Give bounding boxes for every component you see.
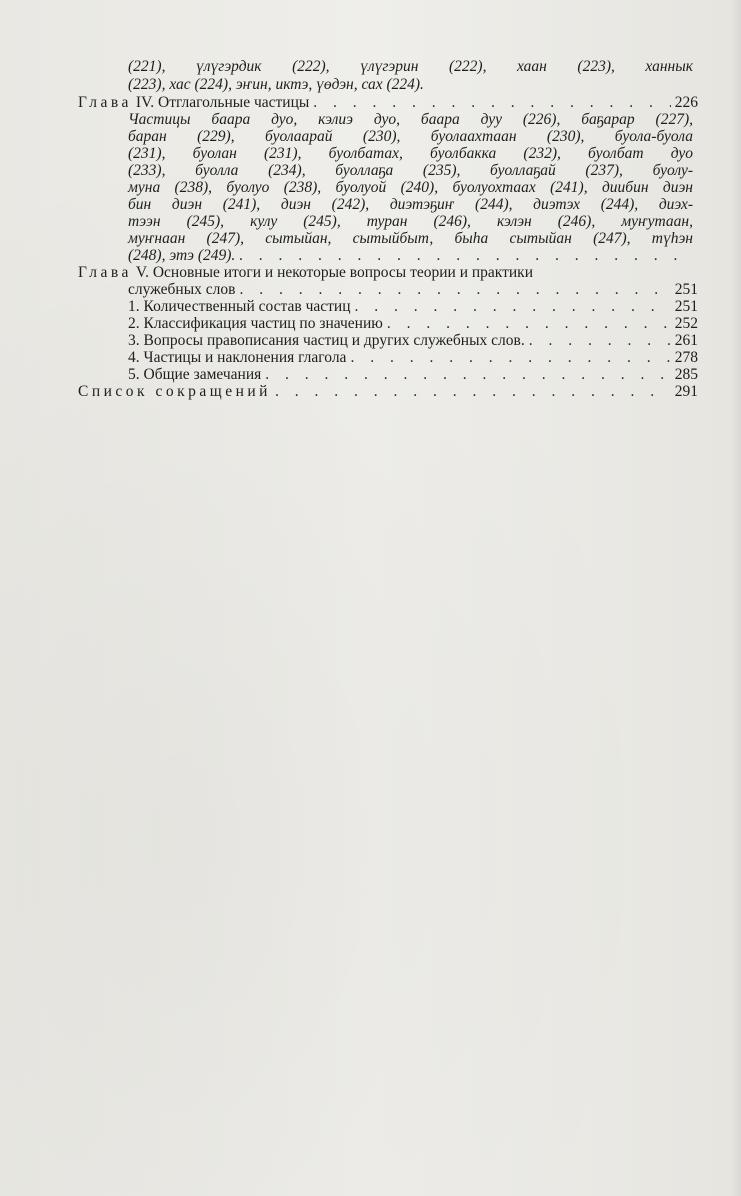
- toc-ch4-line-7: тээн (245), кулу (245), туран (246), кэлэн (246), муҥутаан,: [128, 213, 693, 230]
- page-number: 285: [674, 366, 698, 383]
- toc-section-2[interactable]: 2. Классификация частиц по значению . . . 252: [128, 315, 698, 332]
- toc-ch4-line-8: муҥнаан (247), сытыйан, сытыйбыт, быһа сытыйан (247), түһэн: [128, 230, 693, 247]
- toc-section-5[interactable]: 5. Общие замечания . . . 285: [128, 366, 698, 383]
- toc-ch4-line-5: муна (238), буолуо (238), буолуой (240), буолуохтаах (241), диибин диэн: [128, 179, 693, 196]
- leader-dots: [239, 247, 694, 264]
- page-number: 226: [674, 94, 698, 111]
- toc-entry-abbreviations[interactable]: [78, 383, 698, 400]
- page-number: 251: [674, 298, 698, 315]
- page-number: 252: [674, 315, 698, 332]
- leader-dots: [239, 281, 670, 298]
- toc-entry-chapter-5[interactable]: [78, 264, 698, 281]
- leader-dots: [529, 332, 671, 349]
- leader-dots: [313, 94, 670, 111]
- toc-ch4-line-1: Частицы баара дуо, кэлиэ дуо, баара дуу (226), баҕарар (227),: [128, 111, 693, 128]
- chapter-title: V. Основные итоги и некоторые вопросы теории и практики: [135, 264, 534, 281]
- leader-dots: [355, 298, 671, 315]
- page-number: 291: [674, 383, 698, 400]
- abbrev-title: Список сокращений: [78, 383, 271, 400]
- toc-section-3[interactable]: 3. Вопросы правописания частиц и других служебных слов. . . . 261: [128, 332, 698, 349]
- page-number: 251: [674, 281, 698, 298]
- page-number: 278: [674, 349, 698, 366]
- toc-ch4-line-9: (248), этэ (249). . . .: [128, 247, 698, 264]
- leader-dots: [265, 366, 670, 383]
- toc-prev-line-1: (221), үлүгэрдик (222), үлүгэрин (222), хаан (223), ханнык: [128, 58, 693, 75]
- page-edge-shadow: [731, 0, 741, 1196]
- leader-dots: [387, 315, 671, 332]
- toc-ch4-line-4: (233), буолла (234), буоллаҕа (235), буоллаҕай (237), буолу-: [128, 162, 693, 179]
- toc-prev-line-2: (223), хас (224), эҥин, иктэ, үөдэн, сах (224).: [128, 76, 424, 93]
- toc-entry-chapter-5-cont[interactable]: [128, 281, 698, 298]
- toc-entry-chapter-4[interactable]: [78, 94, 698, 111]
- toc-ch4-line-2: баран (229), буолаарай (230), буолаахтаан (230), буола-буола: [128, 128, 693, 145]
- toc-ch4-line-3: (231), буолан (231), буолбатах, буолбакка (232), буолбат дуо: [128, 145, 693, 162]
- leader-dots: [350, 349, 670, 366]
- chapter-title-cont: служебных слов: [128, 281, 236, 298]
- chapter-label: Глава: [78, 94, 132, 111]
- chapter-label: Глава: [78, 264, 132, 281]
- leader-dots: [275, 383, 671, 400]
- chapter-title: IV. Отглагольные частицы: [135, 94, 310, 111]
- toc-ch4-line-6: бин диэн (241), диэн (242), диэтэҕиҥ (244), диэтэх (244), диэх-: [128, 196, 693, 213]
- page-number: 261: [674, 332, 698, 349]
- toc-section-4[interactable]: 4. Частицы и наклонения глагола . . . 278: [128, 349, 698, 366]
- toc-section-1[interactable]: 1. Количественный состав частиц . . . 251: [128, 298, 698, 315]
